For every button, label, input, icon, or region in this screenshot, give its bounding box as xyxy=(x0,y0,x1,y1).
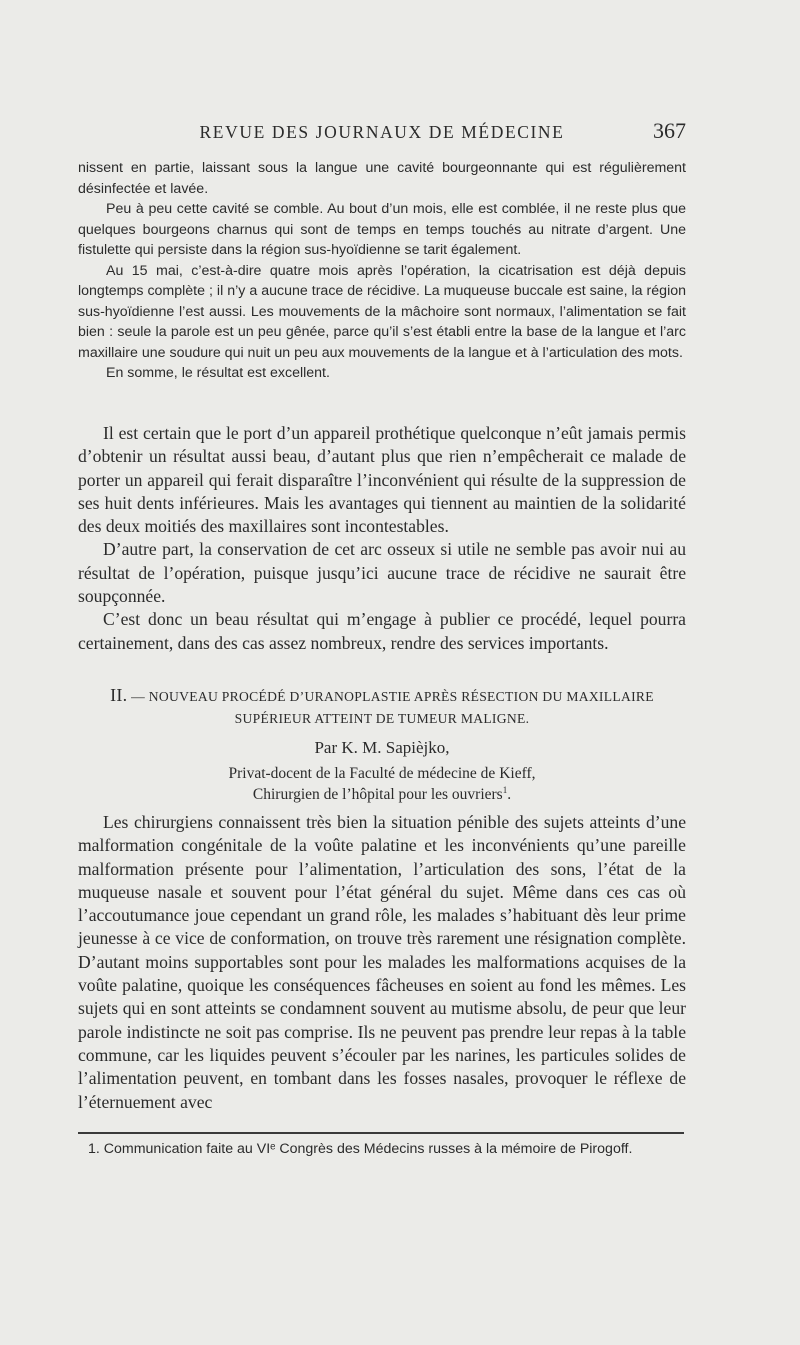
paragraph: Au 15 mai, c’est-à-dire quatre mois après l’opération, la cicatrisation est déjà depuis longtemps complète ; il n’y a aucune trace de récidive. La muqueuse buccale est saine, la région sus-hyoïdienne l’est aussi. Les mouvements de la mâchoire sont normaux, l’alimentation se fait bien : seule la parole est un peu gênée, parce qu’il s’est établi entre la base de la langue et l’arc maxillaire une soudure qui nuit un peu aux mouvements de la langue et à l’articulation des mots. xyxy=(78,262,686,361)
footnote-rule xyxy=(78,1132,684,1134)
section-number: II. xyxy=(110,685,128,705)
section-heading xyxy=(78,684,686,805)
section-title-line-2: SUPÉRIEUR ATTEINT DE TUMEUR MALIGNE. xyxy=(234,711,530,726)
paragraph: Peu à peu cette cavité se comble. Au bout d’un mois, elle est comblée, il ne reste plus que quelques bourgeons charnus qui sont de temps en temps touchés au nitrate d’argent. Une fistulette qui persiste dans la région sus-hyoïdienne se tarit également. xyxy=(78,201,686,258)
affiliation-end: . xyxy=(507,786,512,803)
small-print-section xyxy=(78,158,686,384)
footnote xyxy=(78,1139,686,1160)
paragraph: Il est certain que le port d’un appareil prothétique quelconque n’eût jamais permis d’obtenir un résultat aussi beau, d’autant plus que rien n’empêcherait ce malade de porter un appareil qui ferait disparaître l’inconvénient qui résulte de la suppression de ses huit dents inférieures. Mais les avantages qui tiennent au maintien de la solidarité des deux moitiés des maxillaires sont incontestables. xyxy=(78,423,686,537)
footnote-marker: 1 xyxy=(502,784,508,795)
section-title-line-1: — NOUVEAU PROCÉDÉ D’URANOPLASTIE APRÈS RÉSECTION DU MAXILLAIRE xyxy=(127,689,654,704)
paragraph: C’est donc un beau résultat qui m’engage à publier ce procédé, lequel pourra certainement, dans des cas assez nombreux, rendre des services importants. xyxy=(78,609,686,653)
running-head: REVUE DES JOURNAUX DE MÉDECINE xyxy=(199,122,565,142)
body-section-1 xyxy=(78,422,686,655)
section-title xyxy=(78,684,686,708)
paragraph: D’autre part, la conservation de cet arc osseux si utile ne semble pas avoir nui au résultat de l’opération, puisque jusqu’ici aucune trace de récidive ne saurait être soupçonnée. xyxy=(78,539,686,607)
author-affiliation-2 xyxy=(78,784,686,805)
paragraph: nissent en partie, laissant sous la langue une cavité bourgeonnante qui est régulièrement désinfectée et lavée. xyxy=(78,160,686,197)
page-header xyxy=(78,118,686,150)
page-number: 367 xyxy=(653,118,686,143)
affiliation-text: Chirurgien de l’hôpital pour les ouvriers xyxy=(252,786,503,803)
paragraph: En somme, le résultat est excellent. xyxy=(106,365,330,381)
footnote-text: 1. Communication faite au VIᵉ Congrès des Médecins russes à la mémoire de Pirogoff. xyxy=(88,1141,633,1157)
body-section-2 xyxy=(78,811,686,1114)
author-byline: Par K. M. Sapièjko, xyxy=(314,738,450,757)
paragraph: Les chirurgiens connaissent très bien la situation pénible des sujets atteints d’une malformation congénitale de la voûte palatine et les inconvénients qu’une pareille malformation présente pour l’alimentation, l’articulation des sons, l’état de la muqueuse nasale et souvent pour l’état général du sujet. Même dans ces cas où l’accoutumance joue cependant un grand rôle, les malades s’habituant dès leur prime jeunesse à ce vice de conformation, on trouve très rarement une résignation complète. D’autant moins supportables sont pour les malades les malformations acquises de la voûte palatine, quoique les conséquences fâcheuses en soient au fond les mêmes. Les sujets qui en sont atteints se condamnent souvent au mutisme absolu, de peur que leur parole indistincte ne soit pas comprise. Ils ne peuvent pas prendre leur repas à la table commune, car les liquides peuvent s’écouler par les narines, les particules solides de l’alimentation peuvent, en tombant dans les fosses nasales, provoquer le réflexe de l’éternuement avec xyxy=(78,812,686,1112)
author-affiliation-1: Privat-docent de la Faculté de médecine de Kieff, xyxy=(228,765,536,782)
